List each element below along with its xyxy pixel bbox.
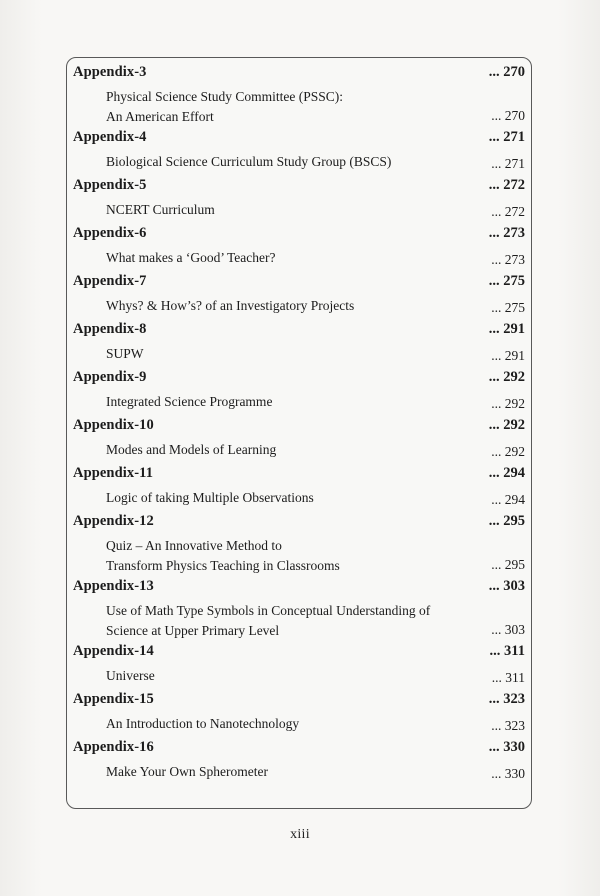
toc-subentry-page: ... 295 [491,557,525,572]
toc-heading-page: ... 292 [488,369,525,385]
toc-heading-title: Appendix-7 [73,273,147,289]
page-number: xiii [290,827,310,842]
toc-subentry-line: Biological Science Curriculum Study Group (BSCS) [106,154,392,169]
toc-entry-appendix-7 [73,271,525,319]
toc-heading-row[interactable] [73,223,525,247]
toc-heading-title: Appendix-9 [73,369,147,385]
toc-entry-appendix-4 [73,127,525,175]
toc-heading-row[interactable] [73,175,525,199]
toc-heading-title: Appendix-8 [73,321,147,337]
toc-subentry-page: ... 291 [491,348,525,363]
toc-subentry-title [106,761,446,782]
toc-subentry-title [106,600,466,641]
toc-heading-page: ... 273 [488,225,525,241]
toc-heading-title: Appendix-3 [73,64,147,80]
toc-heading-page: ... 323 [488,691,525,707]
toc-subentry-page: ... 271 [491,156,525,171]
toc-subentry-row[interactable] [73,535,525,576]
toc-heading-title: Appendix-15 [73,691,154,707]
toc-subentry-page: ... 323 [491,718,525,733]
toc-entry-appendix-14 [73,641,525,689]
toc-subentry-row[interactable] [73,713,525,737]
toc-heading-title: Appendix-13 [73,578,154,594]
toc-heading-row[interactable] [73,641,525,665]
toc-heading-page: ... 303 [488,578,525,594]
toc-subentry-line: Modes and Models of Learning [106,442,277,457]
toc-heading-page: ... 311 [489,643,525,659]
toc-heading-title: Appendix-12 [73,513,154,529]
toc-subentry-page: ... 294 [491,492,525,507]
toc-heading-page: ... 294 [488,465,525,481]
toc-heading-title: Appendix-16 [73,739,154,755]
toc-entry-appendix-15 [73,689,525,737]
toc-heading-title: Appendix-6 [73,225,147,241]
toc-subentry-page: ... 273 [491,252,525,267]
toc-heading-page: ... 330 [488,739,525,755]
toc-subentry-title [106,439,446,460]
toc-subentry-line: What makes a ‘Good’ Teacher? [106,250,276,265]
toc-entry-appendix-13 [73,576,525,641]
toc-subentry-title [106,487,446,508]
toc-subentry-page: ... 292 [491,396,525,411]
toc-heading-title: Appendix-5 [73,177,147,193]
toc-subentry-row[interactable] [73,343,525,367]
toc-entry-appendix-3 [73,62,525,127]
toc-heading-page: ... 270 [488,64,525,80]
toc-subentry-title [106,665,446,686]
toc-subentry-page: ... 270 [491,108,525,123]
toc-subentry-row[interactable] [73,439,525,463]
toc-subentry-row[interactable] [73,487,525,511]
toc-entry-appendix-6 [73,223,525,271]
toc-subentry-title [106,247,446,268]
toc-subentry-page: ... 311 [491,670,525,685]
toc-subentry-line: Transform Physics Teaching in Classrooms [106,558,340,573]
toc-entry-appendix-11 [73,463,525,511]
toc-subentry-line: Integrated Science Programme [106,394,273,409]
toc-subentry-row[interactable] [73,247,525,271]
toc-heading-row[interactable] [73,737,525,761]
toc-heading-title: Appendix-4 [73,129,147,145]
toc-subentry-row[interactable] [73,199,525,223]
toc-entry-appendix-16 [73,737,525,785]
toc-subentry-line: An American Effort [106,109,214,124]
toc-subentry-line: Universe [106,668,155,683]
table-of-contents-box [66,57,532,809]
toc-subentry-title [106,151,446,172]
toc-heading-row[interactable] [73,689,525,713]
toc-heading-row[interactable] [73,62,525,86]
toc-subentry-line: Make Your Own Spherometer [106,764,268,779]
toc-entry-appendix-8 [73,319,525,367]
toc-subentry-title [106,391,446,412]
toc-subentry-row[interactable] [73,665,525,689]
toc-subentry-line: SUPW [106,346,144,361]
toc-subentry-line: Science at Upper Primary Level [106,623,280,638]
toc-subentry-title [106,713,446,734]
toc-heading-row[interactable] [73,576,525,600]
toc-subentry-row[interactable] [73,151,525,175]
toc-heading-row[interactable] [73,367,525,391]
table-of-contents-list [73,62,525,785]
toc-heading-row[interactable] [73,511,525,535]
toc-heading-title: Appendix-11 [73,465,154,481]
toc-subentry-row[interactable] [73,600,525,641]
toc-subentry-title [106,343,446,364]
toc-heading-page: ... 272 [488,177,525,193]
toc-subentry-line: Physical Science Study Committee (PSSC): [106,89,343,104]
toc-heading-page: ... 291 [488,321,525,337]
toc-subentry-row[interactable] [73,761,525,785]
toc-subentry-line: Quiz – An Innovative Method to [106,538,282,553]
toc-heading-title: Appendix-10 [73,417,154,433]
toc-subentry-page: ... 272 [491,204,525,219]
toc-entry-appendix-10 [73,415,525,463]
toc-subentry-page: ... 303 [491,622,525,637]
toc-heading-page: ... 271 [488,129,525,145]
toc-subentry-page: ... 292 [491,444,525,459]
toc-heading-page: ... 292 [488,417,525,433]
toc-heading-row[interactable] [73,271,525,295]
toc-entry-appendix-12 [73,511,525,576]
toc-subentry-line: Logic of taking Multiple Observations [106,490,314,505]
toc-entry-appendix-9 [73,367,525,415]
toc-subentry-line: Use of Math Type Symbols in Conceptual Understanding of [106,603,431,618]
toc-subentry-line: An Introduction to Nanotechnology [106,716,300,731]
toc-subentry-row[interactable] [73,295,525,319]
toc-heading-page: ... 275 [488,273,525,289]
toc-heading-row[interactable] [73,127,525,151]
toc-heading-row[interactable] [73,319,525,343]
toc-heading-row[interactable] [73,463,525,487]
toc-heading-title: Appendix-14 [73,643,154,659]
toc-subentry-title [106,199,446,220]
toc-heading-row[interactable] [73,415,525,439]
toc-subentry-line: Whys? & How’s? of an Investigatory Projects [106,298,355,313]
toc-subentry-title [106,295,446,316]
toc-entry-appendix-5 [73,175,525,223]
toc-subentry-line: NCERT Curriculum [106,202,215,217]
toc-subentry-title [106,535,446,576]
toc-heading-page: ... 295 [488,513,525,529]
toc-subentry-page: ... 330 [491,766,525,781]
toc-subentry-title [106,86,446,127]
toc-subentry-page: ... 275 [491,300,525,315]
toc-subentry-row[interactable] [73,86,525,127]
toc-subentry-row[interactable] [73,391,525,415]
